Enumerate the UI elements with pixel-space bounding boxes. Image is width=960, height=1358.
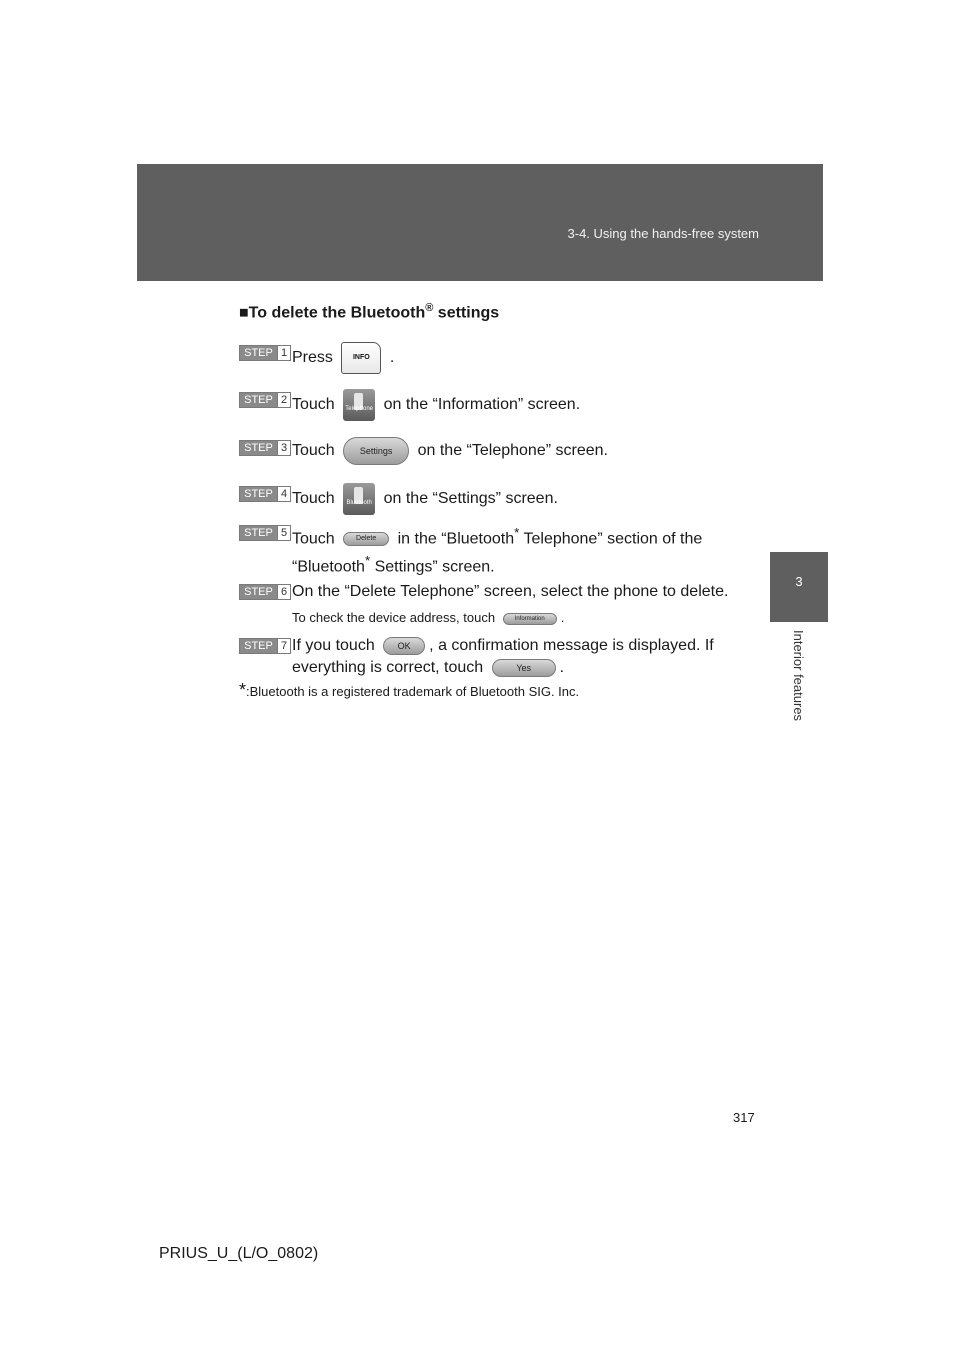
step-7: STEP 7 If you touch OK , a confirmation message is displayed. If everything is correct, touch Yes .	[239, 635, 759, 679]
step-4: STEP 4 Touch Bluetooth on the “Settings” screen.	[239, 483, 759, 515]
step-3: STEP 3 Touch Settings on the “Telephone” screen.	[239, 437, 759, 465]
step-badge: STEP 1	[239, 345, 291, 361]
step-badge: STEP 4	[239, 486, 291, 502]
info-button[interactable]: INFO	[341, 342, 381, 374]
step-6: STEP 6 On the “Delete Telephone” screen, select the phone to delete. To check the device address, touch Information .	[239, 581, 759, 629]
ok-button[interactable]: OK	[383, 637, 425, 655]
footnote: *:Bluetooth is a registered trademark of Bluetooth SIG. Inc.	[239, 680, 580, 700]
section-header: 3-4. Using the hands-free system	[567, 226, 759, 241]
step-5: STEP 5 Touch Delete in the “Bluetooth* Telephone” section of the “Bluetooth* Settings” screen.	[239, 522, 759, 584]
step-note: To check the device address, touch Information .	[292, 610, 565, 625]
header-band	[137, 164, 823, 281]
step-1: STEP 1 Press INFO .	[239, 342, 759, 374]
step-2: STEP 2 Touch Telephone on the “Information” screen.	[239, 389, 759, 421]
step-badge: STEP 7	[239, 638, 291, 654]
chapter-label: Interior features	[791, 630, 806, 722]
page-number: 317	[733, 1110, 755, 1125]
document-code: PRIUS_U_(L/O_0802)	[159, 1245, 319, 1262]
information-button[interactable]: Information	[503, 613, 557, 625]
telephone-icon[interactable]: Telephone	[343, 389, 375, 421]
step-badge: STEP 2	[239, 392, 291, 408]
chapter-tab	[770, 552, 828, 622]
delete-button[interactable]: Delete	[343, 532, 389, 546]
step-badge: STEP 5	[239, 525, 291, 541]
section-title: ■To delete the Bluetooth® settings	[239, 302, 500, 322]
step-badge: STEP 3	[239, 440, 291, 456]
yes-button[interactable]: Yes	[492, 659, 556, 677]
settings-button[interactable]: Settings	[343, 437, 409, 465]
chapter-number: 3	[795, 574, 803, 589]
step-badge: STEP 6	[239, 584, 291, 600]
bluetooth-icon[interactable]: Bluetooth	[343, 483, 375, 515]
